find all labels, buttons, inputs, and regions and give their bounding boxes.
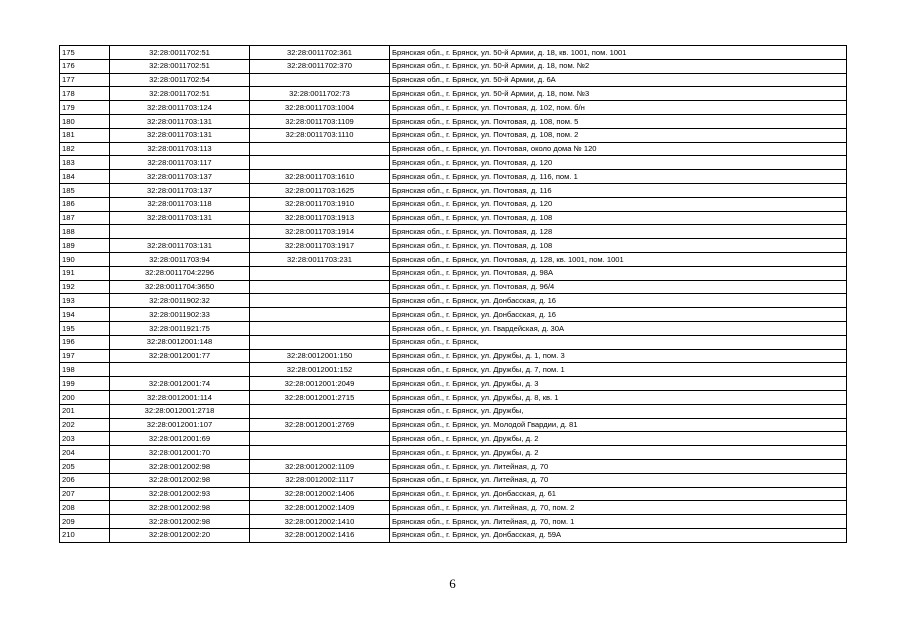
parent-cadastral-number-cell: 32:28:0012002:98	[110, 473, 250, 487]
parent-cadastral-number-cell: 32:28:0011703:117	[110, 156, 250, 170]
address-cell: Брянская обл., г. Брянск, ул. Почтовая, д. 116	[390, 183, 847, 197]
row-number-cell: 205	[60, 459, 110, 473]
row-number-cell: 200	[60, 390, 110, 404]
cadastral-number-cell: 32:28:0011703:1910	[250, 197, 390, 211]
registry-table-body	[60, 46, 847, 543]
table-row	[60, 170, 847, 184]
cadastral-number-cell	[250, 142, 390, 156]
table-row	[60, 142, 847, 156]
table-row	[60, 183, 847, 197]
table-row	[60, 239, 847, 253]
cadastral-number-cell	[250, 280, 390, 294]
row-number-cell: 189	[60, 239, 110, 253]
address-cell: Брянская обл., г. Брянск, ул. Дружбы, д. 8, кв. 1	[390, 390, 847, 404]
address-cell: Брянская обл., г. Брянск, ул. Дружбы, д. 2	[390, 446, 847, 460]
address-cell: Брянская обл., г. Брянск, ул. Почтовая, д. 108	[390, 211, 847, 225]
table-row	[60, 294, 847, 308]
table-row	[60, 432, 847, 446]
row-number-cell: 192	[60, 280, 110, 294]
address-cell: Брянская обл., г. Брянск, ул. 50-й Армии, д. 6А	[390, 73, 847, 87]
parent-cadastral-number-cell: 32:28:0012002:98	[110, 459, 250, 473]
address-cell: Брянская обл., г. Брянск, ул. Гвардейская, д. 30А	[390, 321, 847, 335]
table-row	[60, 114, 847, 128]
cadastral-number-cell: 32:28:0012002:1416	[250, 528, 390, 542]
cadastral-number-cell	[250, 266, 390, 280]
cadastral-number-cell: 32:28:0011703:1917	[250, 239, 390, 253]
cadastral-number-cell: 32:28:0011702:73	[250, 87, 390, 101]
address-cell: Брянская обл., г. Брянск, ул. Литейная, д. 70, пом. 2	[390, 501, 847, 515]
row-number-cell: 207	[60, 487, 110, 501]
parent-cadastral-number-cell: 32:28:0012001:2718	[110, 404, 250, 418]
parent-cadastral-number-cell: 32:28:0012002:98	[110, 515, 250, 529]
cadastral-number-cell: 32:28:0012002:1406	[250, 487, 390, 501]
address-cell: Брянская обл., г. Брянск, ул. Почтовая, д. 102, пом. б/н	[390, 101, 847, 115]
parent-cadastral-number-cell: 32:28:0012002:98	[110, 501, 250, 515]
address-cell: Брянская обл., г. Брянск, ул. Литейная, д. 70	[390, 459, 847, 473]
table-row	[60, 418, 847, 432]
parent-cadastral-number-cell: 32:28:0011702:51	[110, 59, 250, 73]
parent-cadastral-number-cell: 32:28:0011702:51	[110, 46, 250, 60]
parent-cadastral-number-cell: 32:28:0011704:2296	[110, 266, 250, 280]
cadastral-number-cell: 32:28:0012002:1117	[250, 473, 390, 487]
table-row	[60, 59, 847, 73]
cadastral-number-cell: 32:28:0011703:231	[250, 252, 390, 266]
cadastral-number-cell	[250, 308, 390, 322]
row-number-cell: 198	[60, 363, 110, 377]
row-number-cell: 183	[60, 156, 110, 170]
address-cell: Брянская обл., г. Брянск, ул. Почтовая, д. 120	[390, 156, 847, 170]
table-row	[60, 87, 847, 101]
table-row	[60, 225, 847, 239]
address-cell: Брянская обл., г. Брянск, ул. Почтовая, д. 108, пом. 5	[390, 114, 847, 128]
row-number-cell: 188	[60, 225, 110, 239]
cadastral-number-cell: 32:28:0012002:1410	[250, 515, 390, 529]
table-row	[60, 404, 847, 418]
address-cell: Брянская обл., г. Брянск, ул. Почтовая, д. 128, кв. 1001, пом. 1001	[390, 252, 847, 266]
cadastral-number-cell	[250, 446, 390, 460]
table-row	[60, 335, 847, 349]
row-number-cell: 190	[60, 252, 110, 266]
table-row	[60, 501, 847, 515]
cadastral-number-cell	[250, 156, 390, 170]
parent-cadastral-number-cell: 32:28:0012001:77	[110, 349, 250, 363]
row-number-cell: 202	[60, 418, 110, 432]
row-number-cell: 177	[60, 73, 110, 87]
parent-cadastral-number-cell: 32:28:0011902:32	[110, 294, 250, 308]
row-number-cell: 186	[60, 197, 110, 211]
address-cell: Брянская обл., г. Брянск, ул. Донбасская, д. 59А	[390, 528, 847, 542]
cadastral-number-cell: 32:28:0011703:1913	[250, 211, 390, 225]
cadastral-number-cell	[250, 432, 390, 446]
address-cell: Брянская обл., г. Брянск, ул. 50-й Армии, д. 18, кв. 1001, пом. 1001	[390, 46, 847, 60]
table-row	[60, 156, 847, 170]
row-number-cell: 194	[60, 308, 110, 322]
parent-cadastral-number-cell: 32:28:0012001:148	[110, 335, 250, 349]
parent-cadastral-number-cell	[110, 225, 250, 239]
address-cell: Брянская обл., г. Брянск, ул. Литейная, д. 70, пом. 1	[390, 515, 847, 529]
parent-cadastral-number-cell: 32:28:0011702:51	[110, 87, 250, 101]
address-cell: Брянская обл., г. Брянск, ул. Молодой Гвардии, д. 81	[390, 418, 847, 432]
cadastral-number-cell: 32:28:0012001:2769	[250, 418, 390, 432]
address-cell: Брянская обл., г. Брянск, ул. Почтовая, д. 108, пом. 2	[390, 128, 847, 142]
parent-cadastral-number-cell: 32:28:0011703:118	[110, 197, 250, 211]
address-cell: Брянская обл., г. Брянск, ул. Дружбы, д. 7, пом. 1	[390, 363, 847, 377]
parent-cadastral-number-cell: 32:28:0011902:33	[110, 308, 250, 322]
row-number-cell: 181	[60, 128, 110, 142]
address-cell: Брянская обл., г. Брянск, ул. Почтовая, д. 96/4	[390, 280, 847, 294]
address-cell: Брянская обл., г. Брянск, ул. Почтовая, д. 128	[390, 225, 847, 239]
cadastral-number-cell: 32:28:0012002:1109	[250, 459, 390, 473]
parent-cadastral-number-cell: 32:28:0012001:114	[110, 390, 250, 404]
registry-table	[59, 45, 847, 543]
page-number: 6	[449, 576, 456, 591]
table-row	[60, 252, 847, 266]
address-cell: Брянская обл., г. Брянск, ул. Почтовая, д. 120	[390, 197, 847, 211]
cadastral-number-cell: 32:28:0011703:1914	[250, 225, 390, 239]
parent-cadastral-number-cell: 32:28:0011703:131	[110, 114, 250, 128]
row-number-cell: 182	[60, 142, 110, 156]
row-number-cell: 180	[60, 114, 110, 128]
table-row	[60, 377, 847, 391]
parent-cadastral-number-cell: 32:28:0011703:131	[110, 239, 250, 253]
table-row	[60, 515, 847, 529]
row-number-cell: 185	[60, 183, 110, 197]
row-number-cell: 179	[60, 101, 110, 115]
address-cell: Брянская обл., г. Брянск, ул. Почтовая, д. 108	[390, 239, 847, 253]
parent-cadastral-number-cell: 32:28:0012001:69	[110, 432, 250, 446]
address-cell: Брянская обл., г. Брянск, ул. Почтовая, д. 98А	[390, 266, 847, 280]
row-number-cell: 204	[60, 446, 110, 460]
address-cell: Брянская обл., г. Брянск, ул. 50-й Армии, д. 18, пом. №3	[390, 87, 847, 101]
cadastral-number-cell: 32:28:0011702:370	[250, 59, 390, 73]
table-row	[60, 321, 847, 335]
parent-cadastral-number-cell: 32:28:0011703:131	[110, 211, 250, 225]
table-row	[60, 46, 847, 60]
row-number-cell: 206	[60, 473, 110, 487]
parent-cadastral-number-cell: 32:28:0011704:3650	[110, 280, 250, 294]
parent-cadastral-number-cell: 32:28:0011921:75	[110, 321, 250, 335]
address-cell: Брянская обл., г. Брянск, ул. Дружбы, д. 2	[390, 432, 847, 446]
parent-cadastral-number-cell: 32:28:0012001:107	[110, 418, 250, 432]
row-number-cell: 187	[60, 211, 110, 225]
cadastral-number-cell	[250, 404, 390, 418]
row-number-cell: 199	[60, 377, 110, 391]
address-cell: Брянская обл., г. Брянск, ул. Донбасская, д. 61	[390, 487, 847, 501]
cadastral-number-cell: 32:28:0011703:1110	[250, 128, 390, 142]
cadastral-number-cell	[250, 321, 390, 335]
address-cell: Брянская обл., г. Брянск, ул. Дружбы, д. 3	[390, 377, 847, 391]
row-number-cell: 191	[60, 266, 110, 280]
table-row	[60, 473, 847, 487]
address-cell: Брянская обл., г. Брянск, ул. Дружбы,	[390, 404, 847, 418]
cadastral-number-cell: 32:28:0012002:1409	[250, 501, 390, 515]
table-row	[60, 459, 847, 473]
row-number-cell: 196	[60, 335, 110, 349]
table-row	[60, 487, 847, 501]
parent-cadastral-number-cell	[110, 363, 250, 377]
parent-cadastral-number-cell: 32:28:0012002:20	[110, 528, 250, 542]
table-row	[60, 211, 847, 225]
row-number-cell: 208	[60, 501, 110, 515]
cadastral-number-cell: 32:28:0011703:1004	[250, 101, 390, 115]
parent-cadastral-number-cell: 32:28:0011703:94	[110, 252, 250, 266]
address-cell: Брянская обл., г. Брянск, ул. Почтовая, д. 116, пом. 1	[390, 170, 847, 184]
table-row	[60, 128, 847, 142]
row-number-cell: 175	[60, 46, 110, 60]
address-cell: Брянская обл., г. Брянск,	[390, 335, 847, 349]
parent-cadastral-number-cell: 32:28:0012001:74	[110, 377, 250, 391]
table-row	[60, 266, 847, 280]
cadastral-number-cell: 32:28:0011703:1625	[250, 183, 390, 197]
cadastral-number-cell: 32:28:0011703:1610	[250, 170, 390, 184]
row-number-cell: 203	[60, 432, 110, 446]
table-row	[60, 528, 847, 542]
row-number-cell: 176	[60, 59, 110, 73]
row-number-cell: 184	[60, 170, 110, 184]
address-cell: Брянская обл., г. Брянск, ул. 50-й Армии, д. 18, пом. №2	[390, 59, 847, 73]
cadastral-number-cell: 32:28:0012001:150	[250, 349, 390, 363]
row-number-cell: 197	[60, 349, 110, 363]
cadastral-number-cell	[250, 294, 390, 308]
parent-cadastral-number-cell: 32:28:0011703:124	[110, 101, 250, 115]
table-row	[60, 101, 847, 115]
row-number-cell: 195	[60, 321, 110, 335]
address-cell: Брянская обл., г. Брянск, ул. Донбасская, д. 16	[390, 308, 847, 322]
cadastral-number-cell: 32:28:0012001:2049	[250, 377, 390, 391]
table-row	[60, 73, 847, 87]
address-cell: Брянская обл., г. Брянск, ул. Литейная, д. 70	[390, 473, 847, 487]
row-number-cell: 201	[60, 404, 110, 418]
parent-cadastral-number-cell: 32:28:0011703:113	[110, 142, 250, 156]
row-number-cell: 193	[60, 294, 110, 308]
address-cell: Брянская обл., г. Брянск, ул. Дружбы, д. 1, пом. 3	[390, 349, 847, 363]
parent-cadastral-number-cell: 32:28:0012002:93	[110, 487, 250, 501]
address-cell: Брянская обл., г. Брянск, ул. Почтовая, около дома № 120	[390, 142, 847, 156]
table-row	[60, 280, 847, 294]
table-row	[60, 446, 847, 460]
table-row	[60, 197, 847, 211]
table-row	[60, 308, 847, 322]
parent-cadastral-number-cell: 32:28:0012001:70	[110, 446, 250, 460]
cadastral-number-cell: 32:28:0012001:152	[250, 363, 390, 377]
cadastral-number-cell	[250, 73, 390, 87]
row-number-cell: 209	[60, 515, 110, 529]
table-row	[60, 363, 847, 377]
cadastral-number-cell: 32:28:0011702:361	[250, 46, 390, 60]
row-number-cell: 178	[60, 87, 110, 101]
table-row	[60, 349, 847, 363]
row-number-cell: 210	[60, 528, 110, 542]
cadastral-number-cell: 32:28:0012001:2715	[250, 390, 390, 404]
cadastral-number-cell	[250, 335, 390, 349]
cadastral-number-cell: 32:28:0011703:1109	[250, 114, 390, 128]
parent-cadastral-number-cell: 32:28:0011702:54	[110, 73, 250, 87]
parent-cadastral-number-cell: 32:28:0011703:131	[110, 128, 250, 142]
table-row	[60, 390, 847, 404]
parent-cadastral-number-cell: 32:28:0011703:137	[110, 170, 250, 184]
parent-cadastral-number-cell: 32:28:0011703:137	[110, 183, 250, 197]
address-cell: Брянская обл., г. Брянск, ул. Донбасская, д. 16	[390, 294, 847, 308]
